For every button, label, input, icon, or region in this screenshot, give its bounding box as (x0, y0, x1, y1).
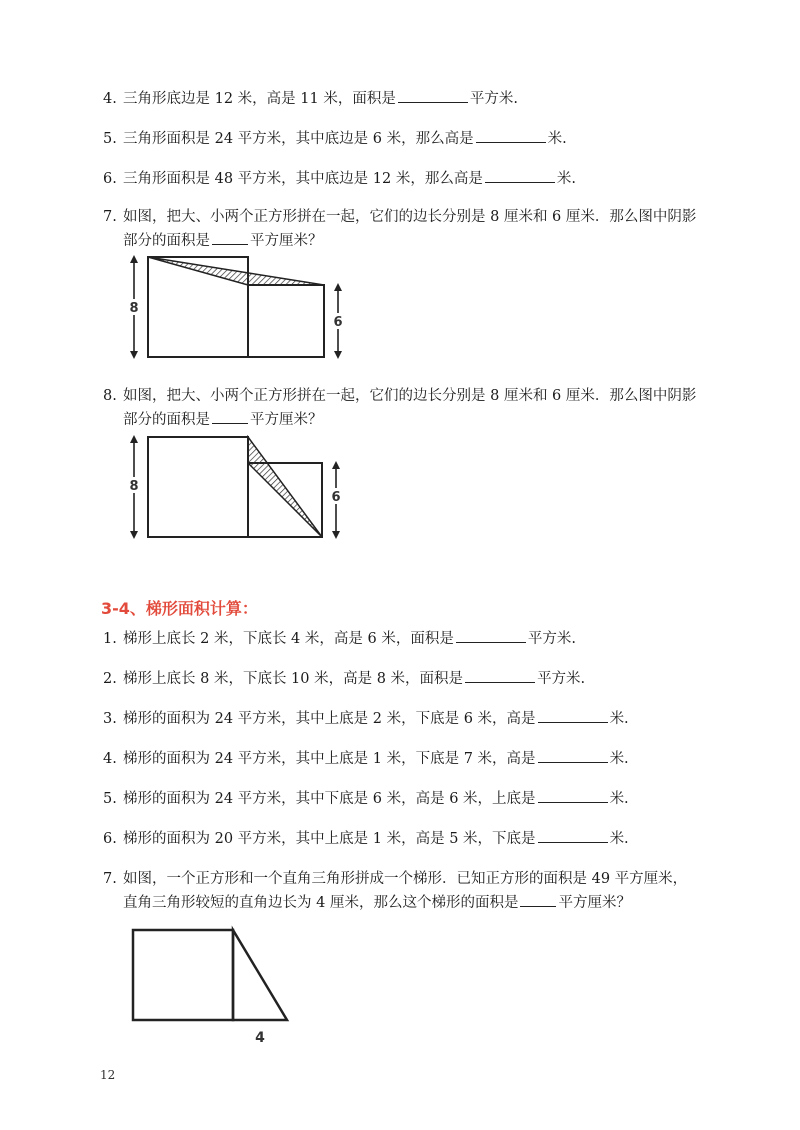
question-text: 梯形上底长 2 米，下底长 4 米，高是 6 米，面积是 (123, 631, 454, 647)
trapezoid-question-7 (103, 868, 723, 914)
question-text-line2: 部分的面积是 (123, 233, 210, 249)
label-8: 8 (129, 479, 139, 494)
answer-blank[interactable] (538, 786, 608, 803)
q7-figure (120, 252, 350, 366)
question-number: 8. (103, 388, 117, 404)
question-text-line2: 直角三角形较短的直角边长为 4 厘米，那么这个梯形的面积是 (123, 895, 519, 911)
trapezoid-question-1 (103, 626, 576, 650)
question-text: 梯形的面积为 20 平方米，其中上底是 1 米，高是 5 米，下底是 (123, 831, 536, 847)
trapezoid-question-4 (103, 746, 629, 770)
question-number: 3. (103, 711, 117, 727)
trapezoid-question-5 (103, 786, 629, 810)
question-text-line2: 部分的面积是 (123, 412, 210, 428)
question-text: 三角形底边是 12 米，高是 11 米，面积是 (123, 91, 396, 107)
question-unit: 平方厘米？ (558, 895, 631, 911)
question-unit: 米. (609, 791, 629, 807)
large-square (148, 437, 248, 537)
question-unit: 米. (609, 711, 629, 727)
question-unit: 米. (547, 131, 567, 147)
t7-figure (125, 925, 305, 1054)
question-number: 7. (103, 209, 117, 225)
shaded-triangle (148, 257, 324, 285)
q8-figure (120, 432, 350, 546)
answer-blank[interactable] (520, 890, 556, 907)
question-text: 梯形的面积为 24 平方米，其中上底是 1 米，下底是 7 米，高是 (123, 751, 536, 767)
question-number: 6. (103, 831, 117, 847)
square (133, 930, 233, 1020)
question-text: 三角形面积是 48 平方米，其中底边是 12 米，那么高是 (123, 171, 483, 187)
right-triangle (233, 930, 287, 1020)
trapezoid-question-2 (103, 666, 585, 690)
question-unit: 平方厘米？ (250, 233, 323, 249)
question-unit: 米. (609, 831, 629, 847)
answer-blank[interactable] (476, 126, 546, 143)
question-unit: 平方米. (537, 671, 586, 687)
label-4: 4 (255, 1030, 265, 1046)
section-title: 3-4、梯形面积计算： (101, 599, 258, 618)
label-6: 6 (331, 490, 341, 505)
label-6: 6 (333, 315, 343, 330)
answer-blank[interactable] (465, 666, 535, 683)
trapezoid-question-3 (103, 706, 629, 730)
answer-blank[interactable] (212, 228, 248, 245)
question-text: 梯形的面积为 24 平方米，其中上底是 2 米，下底是 6 米，高是 (123, 711, 536, 727)
question-7 (103, 206, 723, 252)
question-unit: 平方厘米？ (250, 412, 323, 428)
question-unit: 米. (609, 751, 629, 767)
question-number: 4. (103, 751, 117, 767)
question-number: 6. (103, 171, 117, 187)
question-5 (103, 126, 567, 150)
question-text: 梯形的面积为 24 平方米，其中下底是 6 米，高是 6 米，上底是 (123, 791, 536, 807)
question-text-line1: 如图，一个正方形和一个直角三角形拼成一个梯形．已知正方形的面积是 49 平方厘米， (123, 871, 688, 887)
answer-blank[interactable] (538, 826, 608, 843)
question-number: 4. (103, 91, 117, 107)
answer-blank[interactable] (538, 706, 608, 723)
question-unit: 平方米. (527, 631, 576, 647)
question-4 (103, 86, 518, 110)
question-text-line1: 如图，把大、小两个正方形拼在一起，它们的边长分别是 8 厘米和 6 厘米．那么图中阴影 (123, 209, 697, 225)
answer-blank[interactable] (456, 626, 526, 643)
question-6 (103, 166, 576, 190)
question-number: 5. (103, 791, 117, 807)
question-text: 三角形面积是 24 平方米，其中底边是 6 米，那么高是 (123, 131, 474, 147)
label-8: 8 (129, 301, 139, 316)
question-unit: 米. (556, 171, 576, 187)
question-number: 7. (103, 871, 117, 887)
question-number: 5. (103, 131, 117, 147)
answer-blank[interactable] (398, 86, 468, 103)
page-number: 12 (100, 1068, 116, 1082)
question-text-line1: 如图，把大、小两个正方形拼在一起，它们的边长分别是 8 厘米和 6 厘米．那么图中阴影 (123, 388, 697, 404)
answer-blank[interactable] (485, 166, 555, 183)
question-8 (103, 385, 723, 431)
question-number: 2. (103, 671, 117, 687)
question-unit: 平方米. (469, 91, 518, 107)
question-text: 梯形上底长 8 米，下底长 10 米，高是 8 米，面积是 (123, 671, 464, 687)
small-square (248, 285, 324, 357)
trapezoid-question-6 (103, 826, 629, 850)
answer-blank[interactable] (212, 407, 248, 424)
shaded-triangle (248, 437, 322, 537)
question-number: 1. (103, 631, 117, 647)
answer-blank[interactable] (538, 746, 608, 763)
